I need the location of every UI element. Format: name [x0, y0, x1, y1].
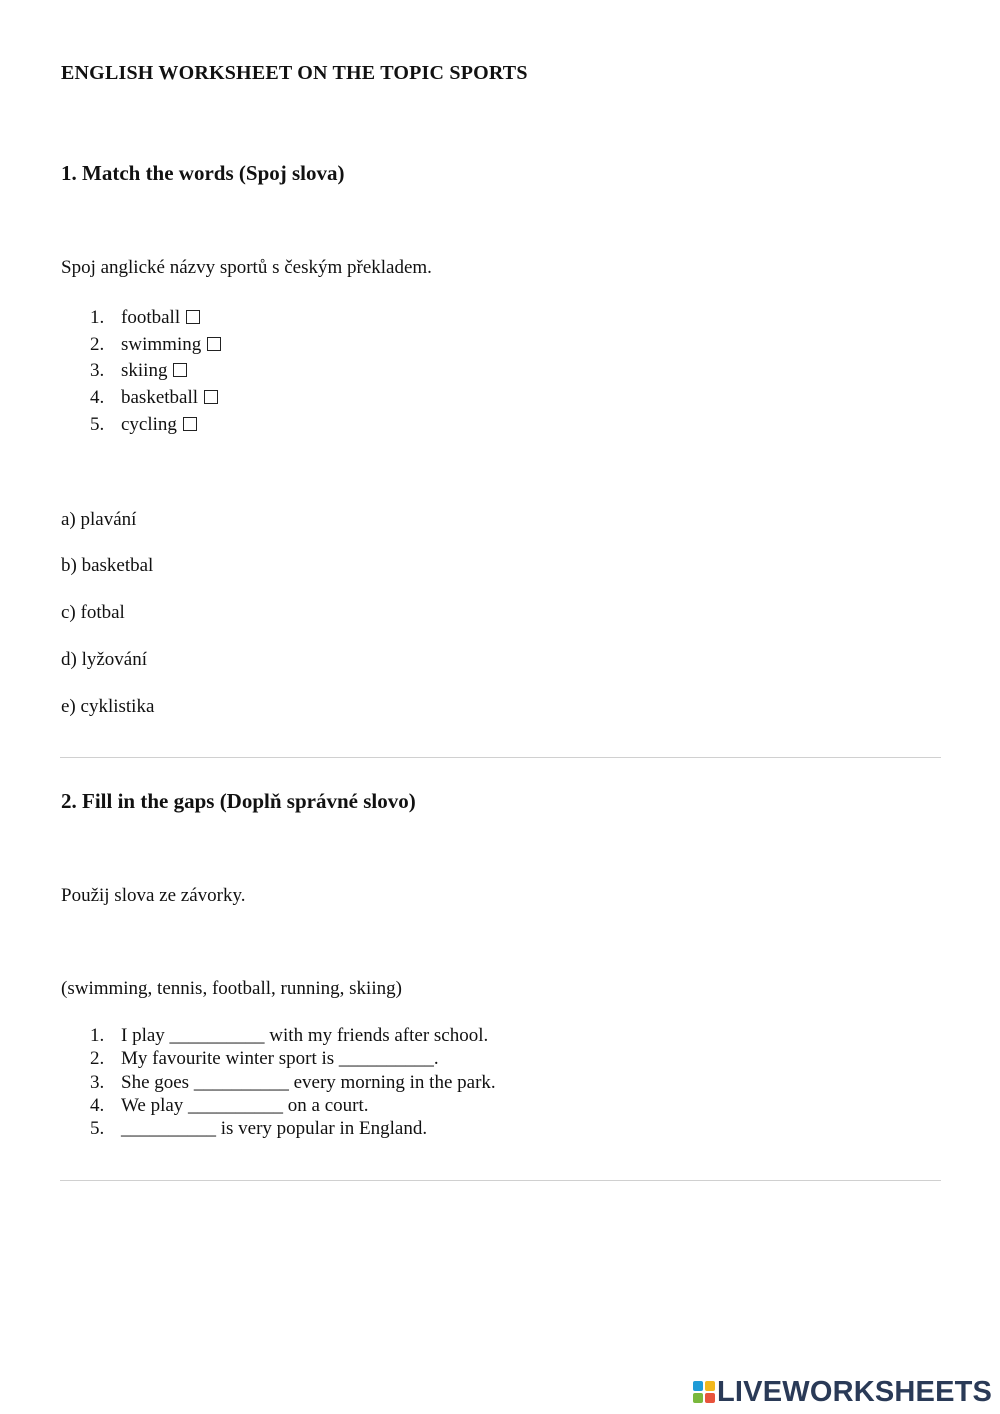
- answer-option-d: d) lyžování: [61, 649, 148, 670]
- list-item[interactable]: 3. She goes __________ every morning in the park.: [90, 1071, 496, 1093]
- list-item[interactable]: 5. __________ is very popular in England.: [90, 1118, 428, 1140]
- section2-instruction: Použij slova ze závorky.: [61, 885, 246, 906]
- match-word: football: [121, 307, 181, 328]
- match-word: skiing: [121, 360, 168, 382]
- gap-sentence: We play __________ on a court.: [121, 1094, 369, 1116]
- list-item[interactable]: 4. We play __________ on a court.: [90, 1094, 369, 1116]
- match-word: swimming: [121, 333, 202, 355]
- list-item: 3. skiing: [90, 358, 221, 385]
- logo-square: [705, 1381, 715, 1391]
- list-item[interactable]: 1. I play __________ with my friends after school.: [90, 1025, 489, 1046]
- brand-name: LIVEWORKSHEETS: [717, 1375, 993, 1408]
- answer-option-a: a) plavání: [61, 509, 137, 530]
- list-item[interactable]: 2. My favourite winter sport is __________.: [90, 1048, 439, 1070]
- logo-square: [705, 1393, 715, 1403]
- checkbox-icon[interactable]: [207, 337, 221, 351]
- checkbox-icon[interactable]: [204, 390, 218, 404]
- section2-heading: 2. Fill in the gaps (Doplň správné slovo): [61, 789, 416, 813]
- list-item: 5. cycling: [90, 412, 221, 439]
- checkbox-icon[interactable]: [173, 363, 187, 377]
- gap-sentence: I play __________ with my friends after school.: [121, 1025, 489, 1046]
- answer-option-c: c) fotbal: [61, 602, 125, 623]
- list-item: 1. football: [90, 305, 221, 332]
- answer-option-b: b) basketbal: [61, 555, 154, 576]
- worksheet-title: ENGLISH WORKSHEET ON THE TOPIC SPORTS: [61, 62, 528, 84]
- section1-instruction: Spoj anglické názvy sportů s českým překladem.: [61, 257, 432, 278]
- list-item: 2. swimming: [90, 332, 221, 359]
- answer-option-e: e) cyklistika: [61, 696, 155, 717]
- liveworksheets-logo-icon: [693, 1381, 715, 1403]
- match-word: cycling: [121, 413, 177, 435]
- match-word-list: [90, 305, 221, 438]
- logo-square: [693, 1393, 703, 1403]
- gap-sentence: __________ is very popular in England.: [121, 1118, 428, 1140]
- match-word: basketball: [121, 387, 199, 409]
- gap-fill-list: [90, 1024, 496, 1140]
- gap-sentence: My favourite winter sport is __________.: [121, 1048, 439, 1070]
- section1-heading: 1. Match the words (Spoj slova): [61, 161, 345, 185]
- checkbox-icon[interactable]: [186, 310, 200, 324]
- section-divider: [60, 757, 941, 758]
- liveworksheets-brand: [693, 1375, 992, 1409]
- logo-square: [693, 1381, 703, 1391]
- section-divider: [60, 1180, 941, 1181]
- checkbox-icon[interactable]: [183, 417, 197, 431]
- list-item: 4. basketball: [90, 385, 221, 412]
- gap-sentence: She goes __________ every morning in the park.: [121, 1071, 496, 1093]
- word-bank: (swimming, tennis, football, running, skiing): [61, 978, 402, 999]
